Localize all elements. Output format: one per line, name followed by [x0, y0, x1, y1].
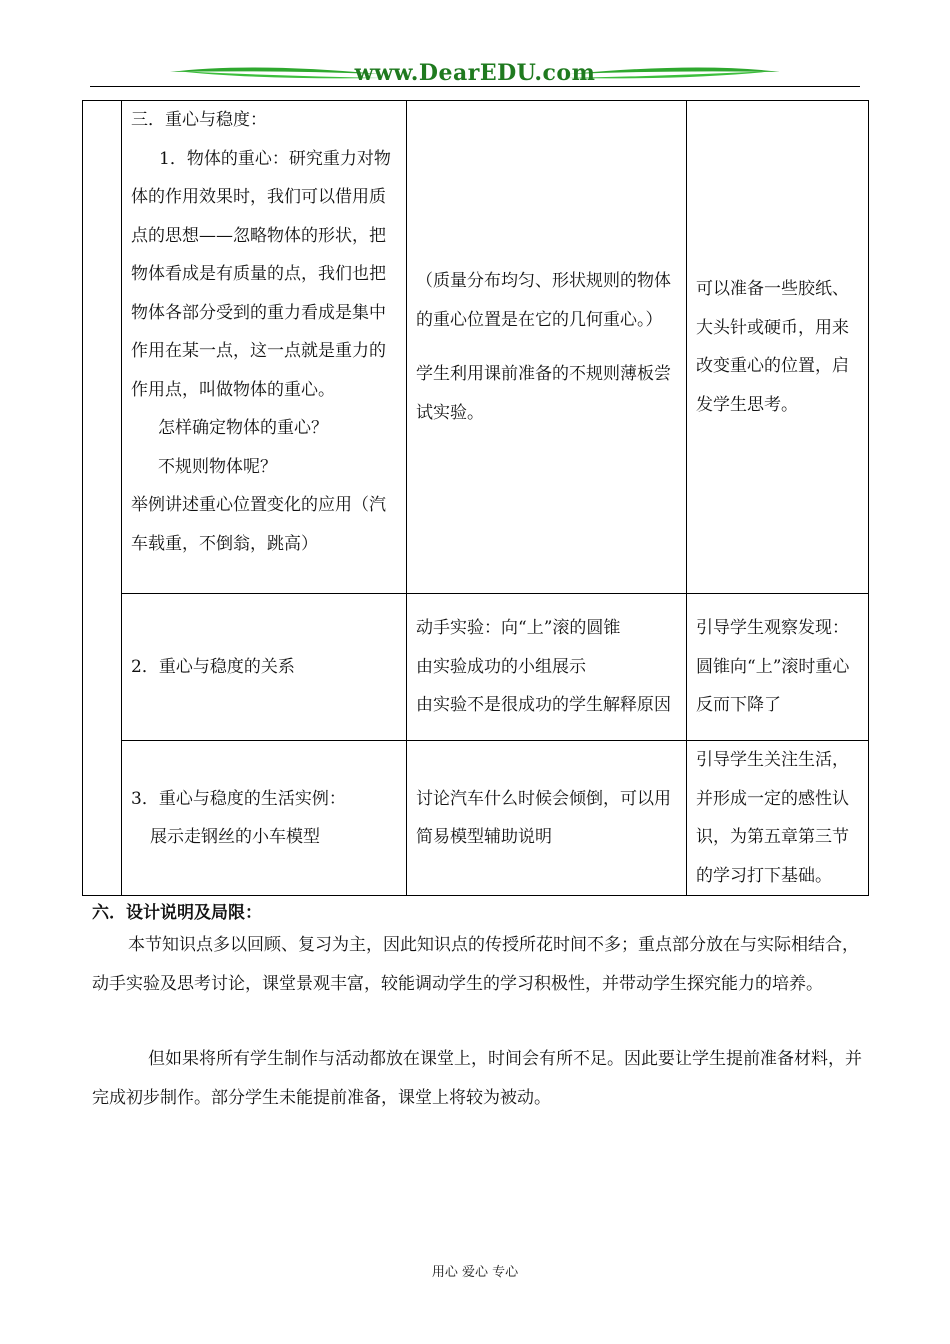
teacher-note-cell [687, 101, 869, 594]
teacher-note-cell [687, 594, 869, 741]
student-text: （质量分布均匀、形状规则的物体的重心位置是在它的几何重心。） [416, 271, 671, 330]
table-row [83, 101, 869, 594]
question-text: 不规则物体呢？ [158, 456, 277, 477]
content-cell [122, 594, 407, 741]
page-footer: 用心 爱心 专心 [431, 1265, 519, 1280]
student-activity-cell [407, 741, 687, 896]
section-heading: 六．设计说明及局限： [92, 903, 262, 923]
teacher-text: 引导学生关注生活，并形成一定的感性认识，为第五章第三节的学习打下基础。 [696, 750, 849, 886]
site-logo-text[interactable]: www.DearEDU.com [354, 60, 596, 86]
teacher-note-cell [687, 741, 869, 896]
section-heading: 三．重心与稳度： [131, 110, 267, 130]
content-cell [122, 741, 407, 896]
student-text: 由实验不是很成功的学生解释原因 [416, 695, 671, 716]
content-text: 2．重心与稳度的关系 [131, 656, 295, 677]
student-activity-cell [407, 101, 687, 594]
blank-column-cell [83, 101, 122, 896]
student-text: 学生利用课前准备的不规则薄板尝试实验。 [416, 364, 671, 423]
content-text: 3．重心与稳度的生活实例： [131, 788, 346, 809]
table-row [83, 741, 869, 896]
student-text: 动手实验：向“上”滚的圆锥 [416, 618, 621, 639]
student-text: 讨论汽车什么时候会倾倒，可以用简易模型辅助说明 [416, 788, 671, 847]
header-divider [90, 86, 860, 87]
student-activity-cell [407, 594, 687, 741]
content-text: 展示走钢丝的小车模型 [150, 827, 320, 847]
teacher-text: 引导学生观察发现：圆锥向“上”滚时重心反而下降了 [696, 618, 850, 716]
teacher-text: 可以准备一些胶纸、大头针或硬币，用来改变重心的位置，启发学生思考。 [696, 279, 849, 415]
content-cell [122, 101, 407, 594]
content-text: 1．物体的重心：研究重力对物体的作用效果时，我们可以借用质点的思想——忽略物体的形状，把物体看成是有质量的点，我们也把物体各部分受到的重力看成是集中作用在某一点，这一点就是重力的作用点，叫做物体的重心。 [131, 148, 391, 400]
question-text: 怎样确定物体的重心？ [158, 418, 328, 438]
design-note-paragraph: 本节知识点多以回顾、复习为主，因此知识点的传授所花时间不多；重点部分放在与实际相结合，动手实验及思考讨论，课堂景观丰富，较能调动学生的学习积极性，并带动学生探究能力的培养。 [92, 935, 859, 994]
content-text: 举例讲述重心位置变化的应用（汽车载重，不倒翁，跳高） [131, 495, 386, 554]
student-text: 由实验成功的小组展示 [416, 656, 586, 677]
limitation-paragraph: 但如果将所有学生制作与活动都放在课堂上，时间会有所不足。因此要让学生提前准备材料，并完成初步制作。部分学生未能提前准备，课堂上将较为被动。 [92, 1049, 862, 1108]
table-row [83, 594, 869, 741]
lesson-table [82, 100, 869, 896]
